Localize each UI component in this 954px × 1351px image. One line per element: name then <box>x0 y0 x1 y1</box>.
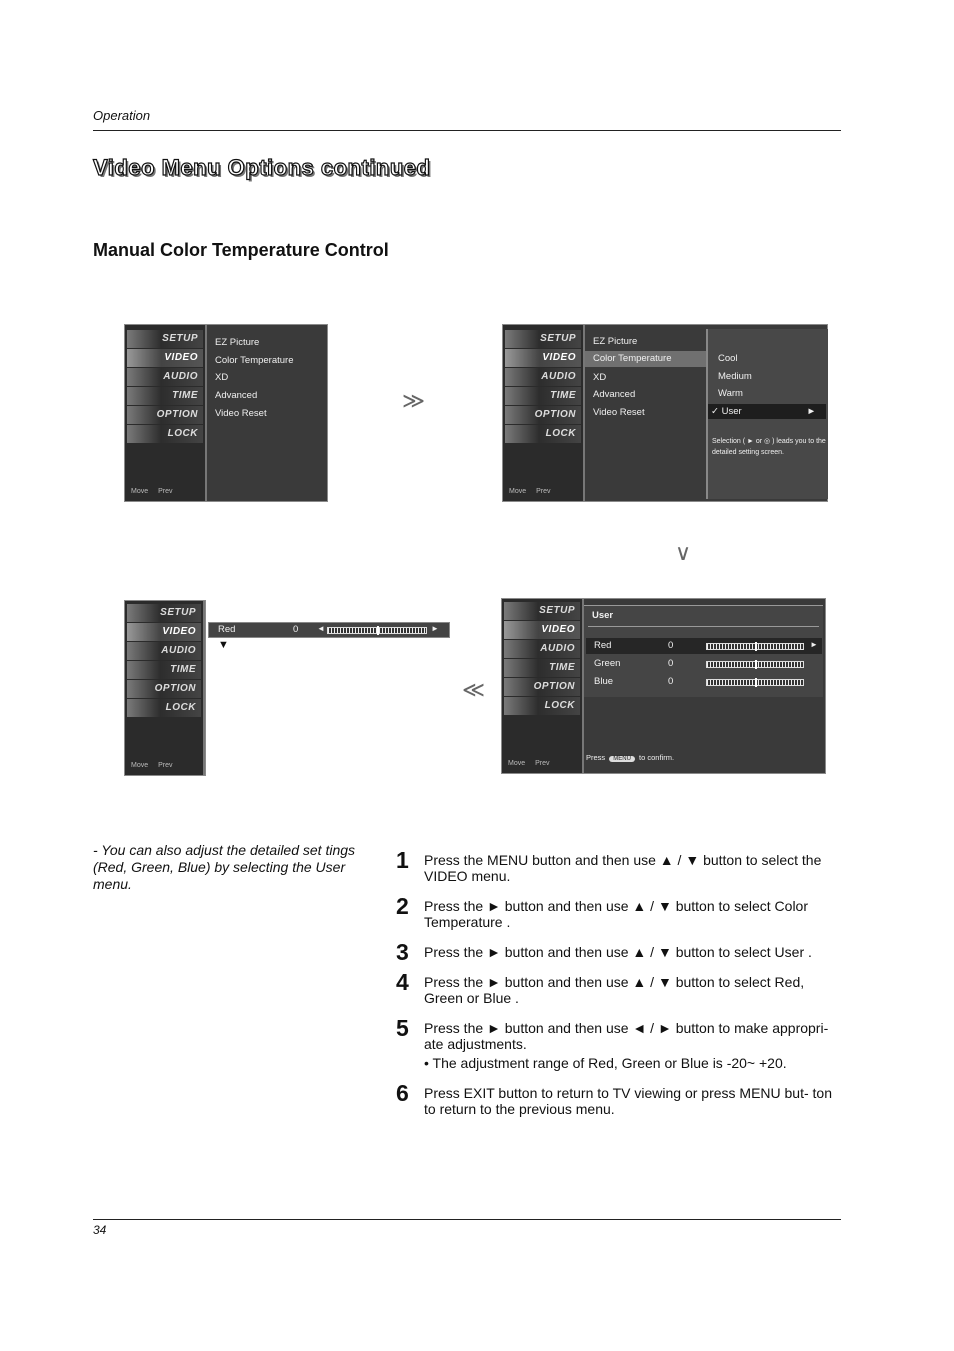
osd-side-item: SETUP <box>504 602 580 620</box>
channel-label: Blue <box>594 676 614 687</box>
play-right-icon: ► <box>431 624 439 633</box>
osd-side-item: VIDEO <box>504 621 580 639</box>
osd-menu-item: EZ Picture <box>593 336 638 347</box>
channel-label: Green <box>594 658 621 669</box>
channel-value: 0 <box>293 624 299 635</box>
osd-side-item: TIME <box>127 387 203 405</box>
step-1 <box>394 847 844 884</box>
osd-menu-item-selected: Color Temperature <box>585 351 713 367</box>
divider <box>588 626 819 627</box>
osd-screen-color-temperature <box>502 324 828 502</box>
play-right-icon: ► <box>806 406 816 417</box>
move-hint: Move <box>508 760 526 767</box>
option-item: Medium <box>718 371 752 382</box>
user-panel <box>584 605 823 697</box>
osd-side-item: VIDEO <box>127 349 203 367</box>
osd-menu-item: Advanced <box>593 389 636 400</box>
red-adjust-bar <box>208 622 450 638</box>
osd-side-item: OPTION <box>505 406 581 424</box>
osd-footer <box>508 760 578 767</box>
osd-side-item: VIDEO <box>127 623 201 641</box>
osd-side-item: LOCK <box>505 425 581 443</box>
prev-hint: Prev <box>535 760 550 767</box>
step-text: Press EXIT button to return to TV viewing or press MENU but- ton to return to the previous menu. <box>424 1085 832 1117</box>
osd-menu-item: Video Reset <box>215 408 267 419</box>
osd-menu-item: Video Reset <box>593 407 645 418</box>
osd-screen-user-adjust <box>501 598 826 774</box>
section-header: Operation <box>93 108 151 123</box>
option-item-selected <box>708 404 826 419</box>
osd-submenu <box>706 329 828 499</box>
osd-side-item: AUDIO <box>504 640 580 658</box>
confirm-hint <box>586 753 674 762</box>
osd-side-item: SETUP <box>127 330 203 348</box>
page-title: Video Menu Options continued <box>93 155 431 180</box>
osd-sidebar <box>503 325 585 501</box>
check-icon: ✓ <box>711 406 719 417</box>
blue-slider[interactable] <box>706 679 804 686</box>
osd-side-item: AUDIO <box>127 642 201 660</box>
osd-menu-item: Advanced <box>215 390 258 401</box>
step-text: Press the ► button and then use ▲ / ▼ button to select Red, Green or Blue . <box>424 974 805 1006</box>
osd-menu-item: EZ Picture <box>215 337 260 348</box>
osd-footer <box>509 488 579 495</box>
osd-side-item: OPTION <box>504 678 580 696</box>
step-number: 4 <box>396 969 409 995</box>
osd-footer <box>131 762 199 769</box>
channel-value: 0 <box>668 676 674 687</box>
option-item: Cool <box>718 353 738 364</box>
osd-menu-item: XD <box>215 372 229 383</box>
osd-side-item: LOCK <box>504 697 580 715</box>
step-text: Press the ► button and then use ◄ / ► button to make appropri- ate adjustments. <box>424 1020 829 1052</box>
channel-value: 0 <box>668 658 674 669</box>
user-heading: User <box>592 610 614 621</box>
osd-screen-red-adjust <box>124 600 206 776</box>
side-note: - You can also adjust the detailed set tings (Red, Green, Blue) by selecting the User menu. <box>93 842 356 892</box>
arrow-right-icon: ≫ <box>402 388 426 413</box>
osd-footer <box>131 488 201 495</box>
step-number: 1 <box>396 847 409 873</box>
osd-side-item: AUDIO <box>505 368 581 386</box>
osd-side-item: AUDIO <box>127 368 203 386</box>
step-number: 2 <box>396 893 409 919</box>
arrow-left-icon: ≪ <box>462 677 486 702</box>
prev-hint: Prev <box>536 488 551 495</box>
osd-sidebar <box>125 601 205 775</box>
prev-hint: Prev <box>158 762 173 769</box>
osd-help-text: Selection ( ► or ◎ ) leads you to the detailed setting screen. <box>712 438 826 456</box>
menu-key-icon: MENU <box>609 756 635 762</box>
red-slider[interactable] <box>327 627 427 634</box>
step-2 <box>394 893 844 930</box>
play-right-icon: ► <box>810 640 818 649</box>
prev-hint: Prev <box>158 488 173 495</box>
step-text: Press the ► button and then use ▲ / ▼ button to select User . <box>424 944 812 960</box>
channel-label: Red <box>594 640 612 651</box>
osd-sidebar <box>125 325 207 501</box>
option-item-label: User <box>721 406 742 417</box>
channel-label: Red <box>218 624 236 635</box>
down-triangle-icon: ▼ <box>218 639 229 651</box>
press-text: Press <box>586 753 606 762</box>
osd-side-item: OPTION <box>127 406 203 424</box>
steps-list <box>394 847 844 1131</box>
osd-side-item: SETUP <box>505 330 581 348</box>
step-text: Press the ► button and then use ▲ / ▼ button to select Color Temperature . <box>424 898 809 930</box>
osd-side-item: TIME <box>505 387 581 405</box>
osd-sidebar <box>502 599 584 773</box>
step-6 <box>394 1080 844 1117</box>
osd-side-item: LOCK <box>127 425 203 443</box>
step-3 <box>394 939 844 965</box>
section-subtitle: Manual Color Temperature Control <box>93 240 389 260</box>
step-text: Press the MENU button and then use ▲ / ▼ button to select the VIDEO menu. <box>424 852 822 884</box>
green-slider[interactable] <box>706 661 804 668</box>
move-hint: Move <box>509 488 527 495</box>
play-left-icon: ◄ <box>317 624 325 633</box>
move-hint: Move <box>131 762 149 769</box>
channel-value: 0 <box>668 640 674 651</box>
osd-side-item: TIME <box>127 661 201 679</box>
osd-side-item: LOCK <box>127 699 201 717</box>
osd-side-item: OPTION <box>127 680 201 698</box>
osd-screen-video-menu <box>124 324 328 502</box>
step-5 <box>394 1015 844 1071</box>
confirm-text: to confirm. <box>639 753 675 762</box>
osd-side-item: VIDEO <box>505 349 581 367</box>
header-rule <box>93 130 841 131</box>
step-number: 3 <box>396 939 409 965</box>
osd-side-item: SETUP <box>127 604 201 622</box>
step-4 <box>394 969 844 1006</box>
step-5-bullet: • The adjustment range of Red, Green or Blue is -20~ +20. <box>424 1055 787 1071</box>
move-hint: Move <box>131 488 149 495</box>
osd-side-item: TIME <box>504 659 580 677</box>
footer-rule <box>93 1219 841 1220</box>
red-slider[interactable] <box>706 643 804 650</box>
step-number: 6 <box>396 1080 409 1106</box>
osd-menu-item: XD <box>593 372 607 383</box>
osd-menu-item: Color Temperature <box>215 355 294 366</box>
arrow-down-icon: ∨ <box>675 540 692 565</box>
page-number: 34 <box>93 1223 107 1237</box>
option-item: Warm <box>718 388 743 399</box>
step-number: 5 <box>396 1015 409 1041</box>
